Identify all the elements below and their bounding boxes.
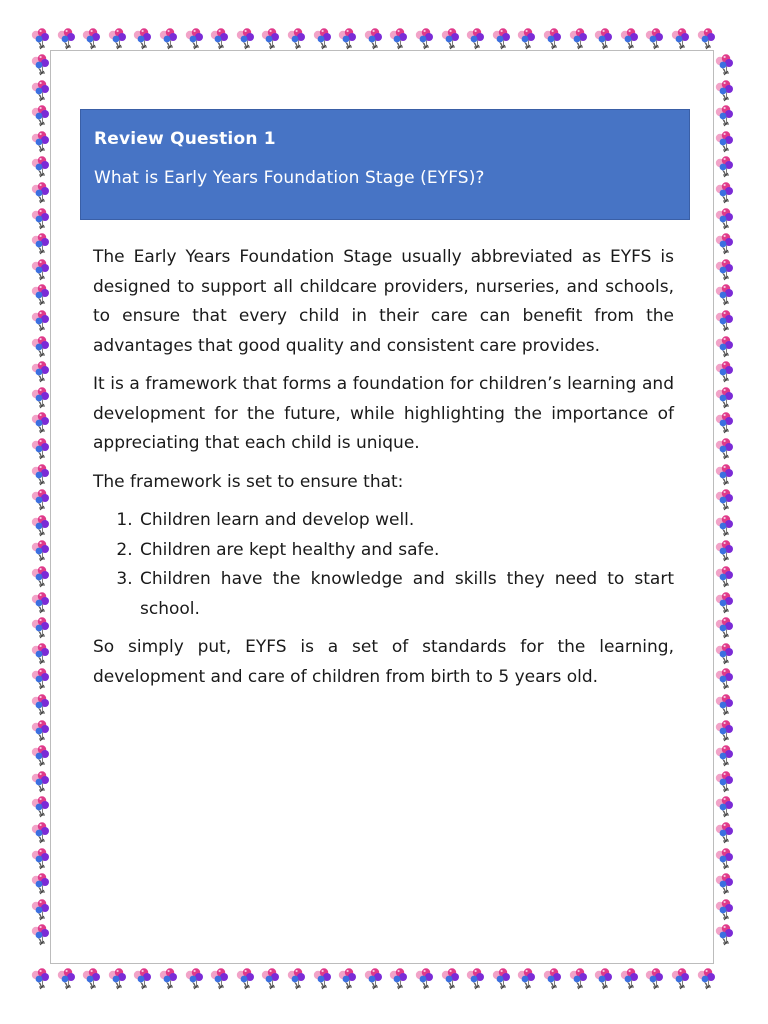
balloon-icon xyxy=(712,78,738,104)
balloon-icon xyxy=(591,966,617,992)
balloon-icon xyxy=(712,718,738,744)
balloon-icon xyxy=(540,966,566,992)
balloon-icon xyxy=(489,966,515,992)
balloon-icon xyxy=(438,966,464,992)
balloon-icon xyxy=(712,103,738,129)
balloon-icon xyxy=(412,26,438,52)
balloon-icon xyxy=(712,794,738,820)
balloon-icon xyxy=(712,385,738,411)
balloon-icon xyxy=(712,462,738,488)
balloon-icon xyxy=(284,26,310,52)
balloon-icon xyxy=(712,129,738,155)
balloon-icon xyxy=(712,410,738,436)
paragraph-framework: It is a framework that forms a foundation for children’s learning and development for the future, while highlighting the importance of appreciating that each child is unique. xyxy=(93,374,674,453)
balloon-icon xyxy=(156,966,182,992)
decorative-border-right xyxy=(712,52,738,966)
balloon-icon xyxy=(105,966,131,992)
balloon-icon xyxy=(712,615,738,641)
balloon-icon xyxy=(463,966,489,992)
balloon-icon xyxy=(712,641,738,667)
question-title: Review Question 1 xyxy=(94,129,276,149)
balloon-icon xyxy=(361,26,387,52)
balloon-icon xyxy=(712,897,738,923)
list-item: 2. Children are kept healthy and safe. xyxy=(138,536,674,566)
balloon-icon xyxy=(566,26,592,52)
balloon-icon xyxy=(310,26,336,52)
balloon-icon xyxy=(694,26,720,52)
balloon-icon xyxy=(712,154,738,180)
balloon-icon xyxy=(386,966,412,992)
balloon-icon xyxy=(182,966,208,992)
balloon-icon xyxy=(79,26,105,52)
balloon-icon xyxy=(258,966,284,992)
balloon-icon xyxy=(712,257,738,283)
balloon-icon xyxy=(591,26,617,52)
balloon-icon xyxy=(668,26,694,52)
list-item: 3. Children have the knowledge and skills they need to start school. xyxy=(138,565,674,624)
balloon-icon xyxy=(642,966,668,992)
ensure-list xyxy=(93,506,674,624)
balloon-icon xyxy=(712,206,738,232)
balloon-icon xyxy=(54,966,80,992)
list-item: 1. Children learn and develop well. xyxy=(138,506,674,536)
paragraph-eyfs-intro: The Early Years Foundation Stage usually abbreviated as EYFS is designed to support all childcare providers, nurseries, and schools, to ensure that every child in their care can benefit from the advantages that good quality and consistent care provides. xyxy=(93,247,674,356)
balloon-icon xyxy=(489,26,515,52)
balloon-icon xyxy=(712,769,738,795)
balloon-icon xyxy=(712,436,738,462)
balloon-icon xyxy=(284,966,310,992)
balloon-icon xyxy=(79,966,105,992)
balloon-icon xyxy=(182,26,208,52)
balloon-icon xyxy=(712,52,738,78)
balloon-icon xyxy=(712,308,738,334)
balloon-icon xyxy=(712,846,738,872)
balloon-icon xyxy=(310,966,336,992)
balloon-icon xyxy=(105,26,131,52)
balloon-icon xyxy=(258,26,284,52)
balloon-icon xyxy=(712,334,738,360)
balloon-icon xyxy=(156,26,182,52)
paragraph-summary: So simply put, EYFS is a set of standards for the learning, development and care of children from birth to 5 years old. xyxy=(93,637,674,687)
balloon-icon xyxy=(712,282,738,308)
balloon-icon xyxy=(712,692,738,718)
balloon-icon xyxy=(463,26,489,52)
balloon-icon xyxy=(28,966,54,992)
balloon-icon xyxy=(130,966,156,992)
balloon-icon xyxy=(694,966,720,992)
balloon-icon xyxy=(207,26,233,52)
question-text: What is Early Years Foundation Stage (EYFS)? xyxy=(94,168,485,188)
paragraph-list-intro: The framework is set to ensure that: xyxy=(93,471,404,492)
balloon-icon xyxy=(514,26,540,52)
balloon-icon xyxy=(617,966,643,992)
decorative-border-top xyxy=(28,26,740,52)
balloon-icon xyxy=(130,26,156,52)
balloon-icon xyxy=(335,26,361,52)
review-question-box xyxy=(80,109,690,220)
balloon-icon xyxy=(712,487,738,513)
balloon-icon xyxy=(642,26,668,52)
answer-content xyxy=(93,243,674,701)
balloon-icon xyxy=(712,590,738,616)
balloon-icon xyxy=(712,922,738,948)
balloon-icon xyxy=(712,231,738,257)
balloon-icon xyxy=(712,666,738,692)
balloon-icon xyxy=(617,26,643,52)
balloon-icon xyxy=(712,538,738,564)
balloon-icon xyxy=(540,26,566,52)
balloon-icon xyxy=(712,564,738,590)
balloon-icon xyxy=(514,966,540,992)
balloon-icon xyxy=(207,966,233,992)
balloon-icon xyxy=(712,820,738,846)
balloon-icon xyxy=(712,871,738,897)
balloon-icon xyxy=(566,966,592,992)
balloon-icon xyxy=(233,966,259,992)
balloon-icon xyxy=(712,180,738,206)
balloon-icon xyxy=(233,26,259,52)
balloon-icon xyxy=(438,26,464,52)
balloon-icon xyxy=(54,26,80,52)
balloon-icon xyxy=(412,966,438,992)
balloon-icon xyxy=(335,966,361,992)
balloon-icon xyxy=(361,966,387,992)
balloon-icon xyxy=(712,743,738,769)
balloon-icon xyxy=(386,26,412,52)
balloon-icon xyxy=(668,966,694,992)
balloon-icon xyxy=(712,359,738,385)
balloon-icon xyxy=(28,26,54,52)
balloon-icon xyxy=(712,513,738,539)
decorative-border-bottom xyxy=(28,966,740,992)
